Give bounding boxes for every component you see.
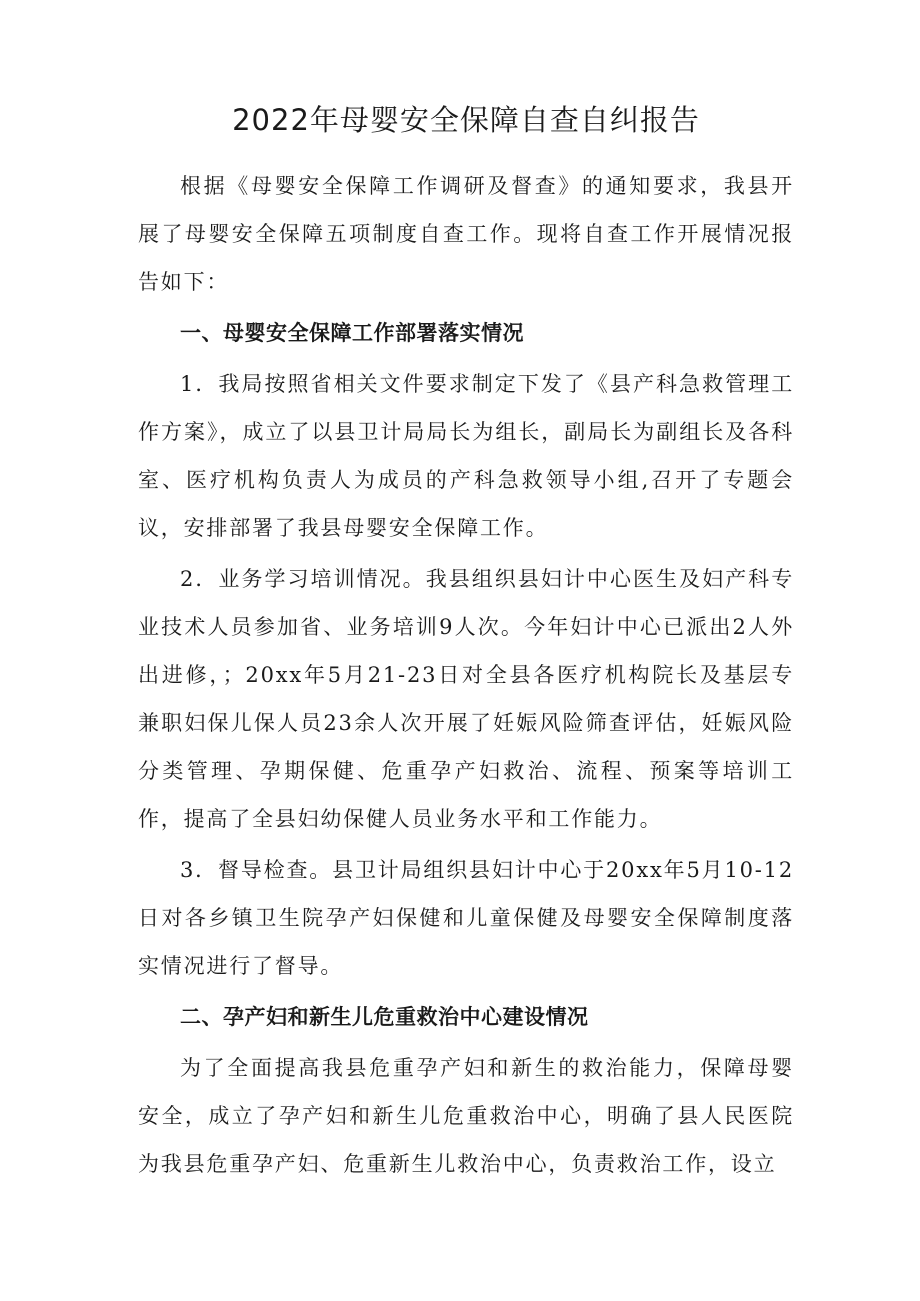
document-title: 2022年母婴安全保障自查自纠报告	[232, 103, 700, 137]
section-1-item-2: 2．业务学习培训情况。我县组织县妇计中心医生及妇产科专业技术人员参加省、业务培训9人次。今年妇计中心已派出2人外出进修，；20xx年5月21-23日对全县各医疗机构院长及基层专兼职妇保儿保人员23余人次开展了妊娠风险筛查评估，妊娠风险分类管理、孕期保健、危重孕产妇救治、流程、预案等培训工作，提高了全县妇幼保健人员业务水平和工作能力。	[138, 567, 794, 831]
intro-paragraph: 根据《母婴安全保障工作调研及督查》的通知要求，我县开展了母婴安全保障五项制度自查工作。现将自查工作开展情况报告如下：	[138, 174, 794, 294]
section-2-heading: 二、孕产妇和新生儿危重救治中心建设情况	[180, 1005, 589, 1029]
section-1-item-3: 3．督导检查。县卫计局组织县妇计中心于20xx年5月10-12日对各乡镇卫生院孕产妇保健和儿童保健及母婴安全保障制度落实情况进行了督导。	[138, 858, 794, 978]
document-page	[138, 96, 794, 1188]
section-1-item-1: 1．我局按照省相关文件要求制定下发了《县产科急救管理工作方案》，成立了以县卫计局局长为组长，副局长为副组长及各科室、医疗机构负责人为成员的产科急救领导小组,召开了专题会议，安排部署了我县母婴安全保障工作。	[138, 372, 794, 540]
section-1-heading: 一、母婴安全保障工作部署落实情况	[180, 321, 524, 345]
section-2-paragraph-1: 为了全面提高我县危重孕产妇和新生的救治能力，保障母婴安全，成立了孕产妇和新生儿危重救治中心，明确了县人民医院为我县危重孕产妇、危重新生儿救治中心，负责救治工作，设立	[138, 1056, 794, 1176]
